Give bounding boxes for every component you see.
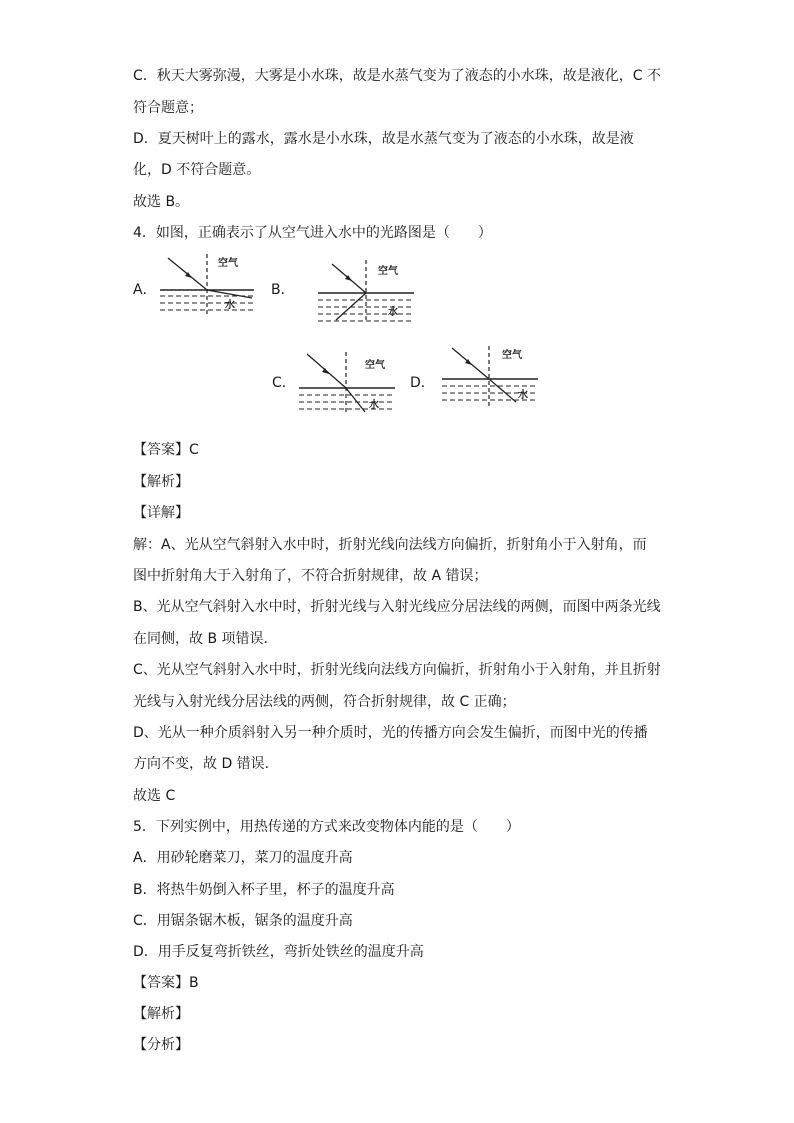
water-label-a: 水 — [225, 300, 235, 311]
text-line-c-fog-cont: 符合题意； — [133, 100, 203, 116]
option-b-label: B． — [271, 282, 295, 298]
water-label-b: 水 — [388, 307, 398, 318]
figure-option-a — [152, 250, 260, 316]
analysis-heading-q5: 【解析】 — [133, 1006, 189, 1022]
answer-heading-q4: 【答案】C — [133, 442, 199, 458]
explanation-a-line2: 图中折射角大于入射角了，不符合折射规律，故 A 错误； — [133, 568, 488, 584]
option-a-label: A． — [133, 282, 157, 298]
explanation-c-line1: C、光从空气斜射入水中时，折射光线向法线方向偏折，折射角小于入射角，并且折射 — [133, 662, 661, 678]
question-5-option-b: B．将热牛奶倒入杯子里，杯子的温度升高 — [133, 882, 395, 898]
explanation-b-line1: B、光从空气斜射入水中时，折射光线与入射光线应分居法线的两侧，而图中两条光线 — [133, 599, 661, 615]
explanation-b-line2: 在同侧，故 B 项错误． — [133, 631, 278, 647]
answer-heading-q5: 【答案】B — [133, 975, 199, 991]
breakdown-heading-q5: 【分析】 — [133, 1037, 189, 1053]
explanation-d-line2: 方向不变，故 D 错误． — [133, 756, 279, 772]
explanation-c-line2: 光线与入射光线分居法线的两侧，符合折射规律，故 C 正确； — [133, 694, 516, 710]
question-4-stem: 4．如图，正确表示了从空气进入水中的光路图是（ ） — [133, 225, 492, 241]
text-line-choose-b: 故选 B。 — [133, 194, 190, 210]
water-label-c: 水 — [369, 400, 379, 411]
analysis-heading-q4: 【解析】 — [133, 474, 189, 490]
option-d-label: D． — [410, 375, 435, 391]
question-5-option-c: C．用锯条锯木板，锯条的温度升高 — [133, 913, 353, 929]
figure-option-d — [436, 342, 546, 410]
air-label-c: 空气 — [365, 360, 385, 371]
text-line-d-dew-cont: 化，D 不符合题意。 — [133, 162, 261, 178]
option-c-label: C． — [272, 375, 296, 391]
figure-option-c — [293, 348, 401, 416]
text-line-d-dew: D．夏天树叶上的露水，露水是小水珠，故是水蒸气变为了液态的小水珠，故是液 — [133, 131, 634, 147]
explanation-a-line1: 解：A、光从空气斜射入水中时，折射光线向法线方向偏折，折射角小于入射角，而 — [133, 537, 647, 553]
air-label-a: 空气 — [218, 258, 238, 269]
question-5-stem: 5．下列实例中，用热传递的方式来改变物体内能的是（ ） — [133, 819, 520, 835]
explanation-d-line1: D、光从一种介质斜射入另一种介质时，光的传播方向会发生偏折，而图中光的传播 — [133, 725, 648, 741]
detail-heading-q4: 【详解】 — [133, 505, 189, 521]
air-label-b: 空气 — [378, 266, 398, 277]
question-5-option-d: D．用手反复弯折铁丝，弯折处铁丝的温度升高 — [133, 944, 424, 960]
figure-option-b — [312, 256, 420, 324]
question-5-option-a: A．用砂轮磨菜刀，菜刀的温度升高 — [133, 850, 353, 866]
text-line-c-fog: C．秋天大雾弥漫，大雾是小水珠，故是水蒸气变为了液态的小水珠，故是液化，C 不 — [133, 68, 661, 84]
text-line-choose-c: 故选 C — [133, 788, 176, 804]
air-label-d: 空气 — [502, 350, 522, 361]
water-label-d: 水 — [518, 390, 528, 401]
